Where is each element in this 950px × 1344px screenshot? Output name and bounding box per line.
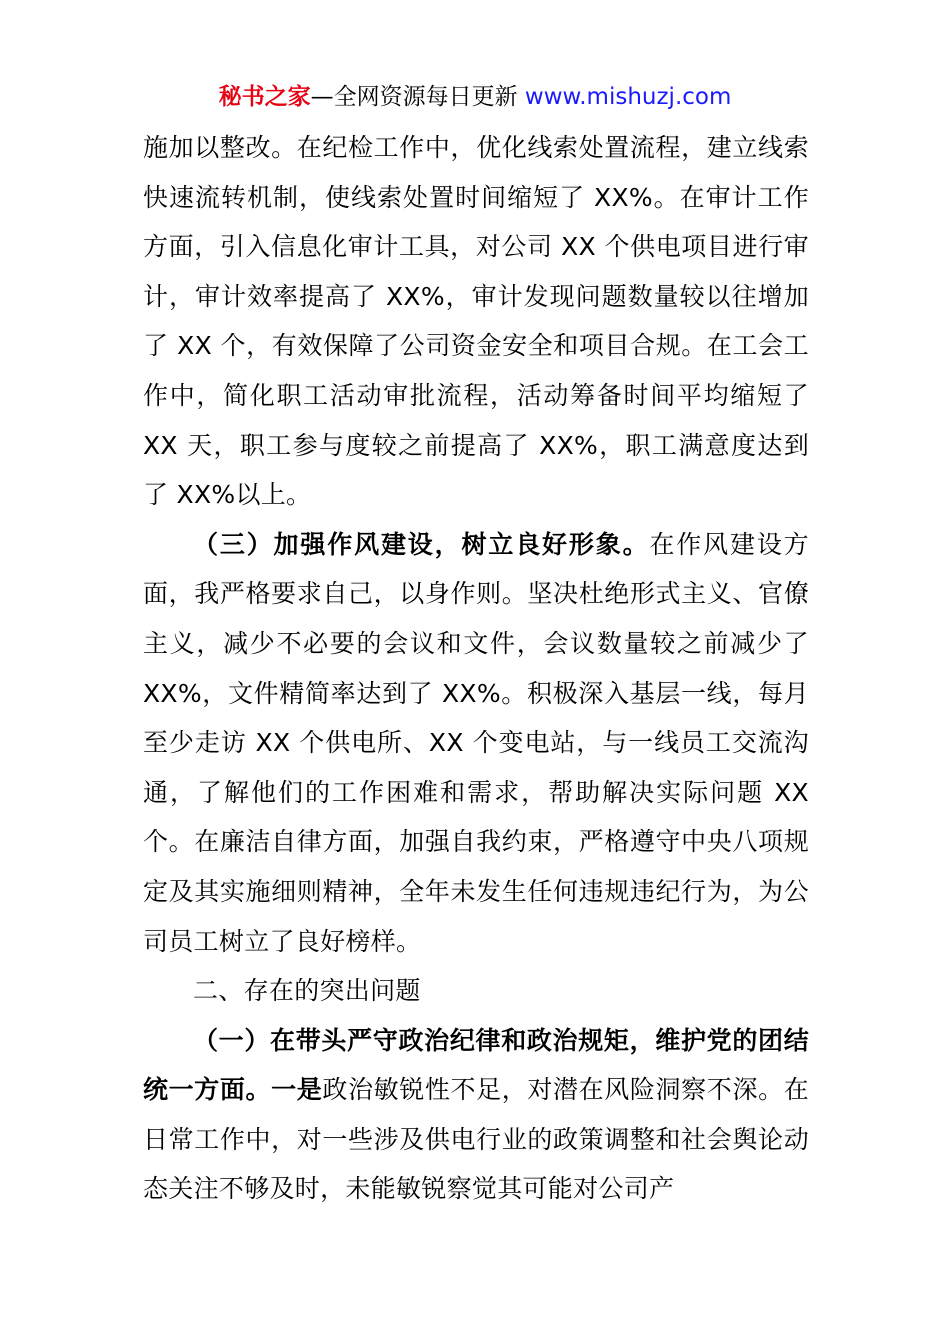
section-heading: 二、存在的突出问题: [193, 976, 421, 1006]
paragraph-heading-bold: （三）加强作风建设，树立良好形象。: [193, 529, 650, 559]
header-slogan: —全网资源每日更新: [310, 84, 525, 110]
document-body: [143, 123, 809, 1214]
header-brand: 秘书之家: [218, 84, 311, 110]
paragraph-work-style: [143, 520, 809, 966]
paragraph-text: 政治敏锐性不足，对潜在风险洞察不深。在日常工作中，对一些涉及供电行业的政策调整和社会舆论动态关注不够及时，未能敏锐察觉其可能对公司产: [143, 1075, 809, 1204]
page-header: [0, 80, 950, 114]
paragraph-text: 在作风建设方面，我严格要求自己，以身作则。坚决杜绝形式主义、官僚主义，减少不必要的会议和文件，会议数量较之前减少了 XX%，文件精简率达到了 XX%。积极深入基层一线，每月至少走访 XX 个供电所、XX 个变电站，与一线员工交流沟通，了解他们的工作困难和需求，帮助解决实际问题 XX 个。在廉洁自律方面，加强自我约束，严格遵守中央八项规定及其实施细则精神，全年未发生任何违规违纪行为，为公司员工树立了良好榜样。: [143, 529, 809, 956]
paragraph-heading-bold: （一）在带头严守政治纪律和政治规矩，维护党的团结统一方面。: [143, 1025, 809, 1105]
paragraph-point-label: 一是: [271, 1075, 323, 1105]
paragraph-political-discipline: [143, 1016, 809, 1214]
header-url-link[interactable]: www.mishuzj.com: [524, 84, 732, 110]
paragraph-continuation: 施加以整改。在纪检工作中，优化线索处置流程，建立线索快速流转机制，使线索处置时间缩短了 XX%。在审计工作方面，引入信息化审计工具，对公司 XX 个供电项目进行审计，审计效率提高了 XX%，审计发现问题数量较以往增加了 XX 个，有效保障了公司资金安全和项目合规。在工会工作中，简化职工活动审批流程，活动筹备时间平均缩短了 XX 天，职工参与度较之前提高了 XX%，职工满意度达到了 XX%以上。: [143, 133, 809, 510]
